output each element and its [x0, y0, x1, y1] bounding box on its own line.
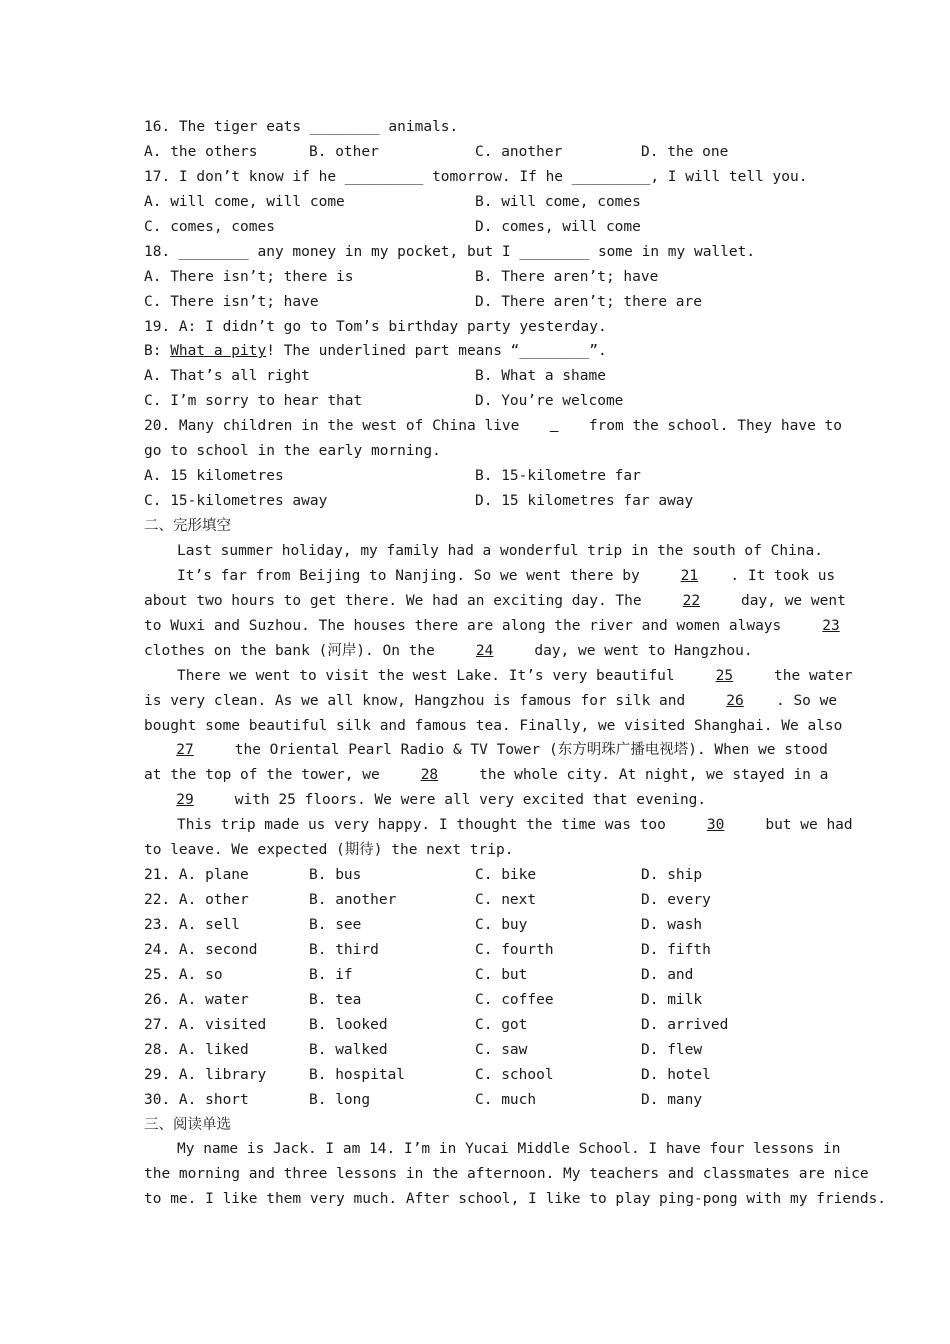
cloze-option-row — [144, 938, 844, 963]
option-b: B. hospital — [309, 1066, 406, 1083]
option-b: B. other — [309, 143, 379, 160]
question-17-options-row1 — [144, 190, 844, 215]
question-20-options-row2 — [144, 489, 844, 514]
passage-line — [144, 639, 844, 664]
section-3-title: 三、阅读单选 — [144, 1116, 231, 1133]
option-d: D. many — [641, 1091, 703, 1108]
option-b: B. There aren’t; have — [475, 268, 659, 285]
passage-line: Last summer holiday, my family had a wonderful trip in the south of China. — [177, 542, 824, 559]
blank-27: 27 — [176, 742, 194, 759]
option-c: C. buy — [475, 917, 528, 933]
passage-line — [144, 738, 844, 763]
option-b: B. 15-kilometre far — [475, 468, 641, 485]
option-c: C. school — [475, 1066, 554, 1083]
passage-line — [144, 689, 844, 714]
option-d: D. arrived — [641, 1016, 729, 1033]
reading-line: the morning and three lessons in the afternoon. My teachers and classmates are nice — [144, 1166, 869, 1183]
question-18-options-row2 — [144, 290, 844, 315]
option-b: B. will come, comes — [475, 193, 641, 210]
option-b: B. bus — [309, 867, 362, 884]
passage-line — [144, 614, 844, 639]
option-d: D. ship — [641, 867, 703, 884]
passage-text: about two hours to get there. We had an exciting day. The — [144, 592, 651, 609]
option-a: 23. A. sell — [144, 917, 241, 933]
question-20-text-b: from the school. They have to — [580, 418, 843, 435]
option-a: 30. A. short — [144, 1091, 249, 1108]
option-a: 27. A. visited — [144, 1016, 267, 1033]
question-20-text-a: 20. Many children in the west of China live — [144, 418, 529, 435]
passage-text: with 25 floors. We were all very excited that evening. — [226, 792, 707, 809]
option-d: D. milk — [641, 991, 703, 1008]
blank-22: 22 — [682, 592, 701, 609]
passage-text: day, we went to Hangzhou. — [525, 642, 753, 659]
worksheet-page — [144, 115, 887, 1212]
option-b: B. see — [309, 917, 362, 933]
question-19-line2 — [144, 339, 844, 364]
question-19-options-row2 — [144, 389, 844, 414]
cloze-option-row — [144, 863, 844, 888]
question-17-stem: 17. I don’t know if he _________ tomorrow. If he _________, I will tell you. — [144, 168, 808, 185]
option-c: C. fourth — [475, 941, 554, 958]
blank-21: 21 — [680, 567, 699, 584]
cloze-option-row — [144, 1088, 844, 1113]
option-b: B. tea — [309, 991, 362, 1008]
option-a: 28. A. liked — [144, 1041, 249, 1058]
option-a: 22. A. other — [144, 892, 249, 909]
passage-line — [144, 564, 844, 589]
question-19-options-row1 — [144, 364, 844, 389]
option-d: D. hotel — [641, 1066, 711, 1083]
passage-text: the water — [765, 667, 853, 684]
answer-blank — [528, 414, 580, 439]
question-20-options-row1 — [144, 464, 844, 489]
option-b: B. walked — [309, 1041, 388, 1058]
option-b: B. another — [309, 892, 397, 909]
cloze-option-row — [144, 1063, 844, 1088]
option-d: D. wash — [641, 917, 703, 933]
cloze-options — [144, 863, 844, 1112]
option-b: B. What a shame — [475, 368, 606, 385]
passage-line — [144, 589, 844, 614]
option-a: A. That’s all right — [144, 368, 310, 385]
option-c: C. saw — [475, 1041, 528, 1058]
passage-text: . It took us — [730, 567, 836, 584]
passage-text: It’s far from Beijing to Nanjing. So we went there by — [177, 567, 649, 584]
blank-23: 23 — [822, 617, 840, 634]
option-a: 21. A. plane — [144, 867, 249, 884]
option-a: 26. A. water — [144, 991, 249, 1008]
passage-text: to Wuxi and Suzhou. The houses there are along the river and women always — [144, 617, 791, 634]
option-b: B. third — [309, 941, 379, 958]
blank-30: 30 — [706, 817, 725, 834]
passage-text: but we had — [756, 817, 853, 834]
passage-text: the whole city. At night, we stayed in a — [470, 767, 829, 784]
passage-line — [144, 763, 844, 788]
blank-28: 28 — [420, 767, 439, 784]
reading-line: to me. I like them very much. After school, I like to play ping-pong with my friends. — [144, 1191, 887, 1208]
section-2-title: 二、完形填空 — [144, 518, 231, 534]
passage-text: at the top of the tower, we — [144, 767, 389, 784]
option-c: C. 15-kilometres away — [144, 493, 328, 510]
option-b: B. if — [309, 966, 353, 983]
option-a: A. 15 kilometres — [144, 468, 284, 485]
passage-text: There we went to visit the west Lake. It’s very beautiful — [177, 667, 684, 684]
option-a: 24. A. second — [144, 941, 258, 958]
option-d: D. fifth — [641, 941, 711, 958]
option-d: D. comes, will come — [475, 218, 641, 235]
question-20-line2: go to school in the early morning. — [144, 443, 441, 460]
passage-text: clothes on the bank (河岸). On the — [144, 642, 444, 659]
passage-line: bought some beautiful silk and famous tea. Finally, we visited Shanghai. We also — [144, 717, 843, 734]
passage-line — [144, 813, 853, 838]
option-d: D. and — [641, 966, 694, 983]
speaker-b: B: — [144, 343, 171, 360]
option-c: C. got — [475, 1016, 528, 1033]
question-18-stem: 18. ________ any money in my pocket, but I ________ some in my wallet. — [144, 243, 756, 260]
cloze-option-row — [144, 988, 844, 1013]
option-b: B. looked — [309, 1016, 388, 1033]
blank-24: 24 — [475, 642, 494, 659]
option-c: C. bike — [475, 867, 537, 884]
option-d: D. 15 kilometres far away — [475, 493, 694, 510]
reading-line: My name is Jack. I am 14. I’m in Yucai Middle School. I have four lessons in — [177, 1141, 841, 1158]
passage-line — [144, 788, 844, 813]
option-d: D. You’re welcome — [475, 393, 624, 410]
option-c: C. but — [475, 966, 528, 983]
passage-text: This trip made us very happy. I thought the time was too — [177, 817, 675, 834]
blank-26: 26 — [726, 692, 744, 709]
cloze-option-row — [144, 1038, 844, 1063]
question-17-options-row2 — [144, 215, 844, 240]
option-a: A. There isn’t; there is — [144, 268, 354, 285]
cloze-option-row — [144, 1013, 844, 1038]
question-19-line1: 19. A: I didn’t go to Tom’s birthday party yesterday. — [144, 318, 607, 335]
option-a: 29. A. library — [144, 1066, 267, 1083]
underlined-phrase: What a pity — [170, 343, 267, 360]
option-d: D. flew — [641, 1041, 703, 1058]
passage-text: day, we went — [732, 592, 846, 609]
passage-line — [144, 664, 853, 689]
cloze-option-row — [144, 913, 844, 938]
option-a: A. will come, will come — [144, 193, 345, 210]
blank-25: 25 — [715, 667, 734, 684]
question-16-stem: 16. The tiger eats ________ animals. — [144, 119, 459, 135]
passage-text: is very clean. As we all know, Hangzhou is famous for silk and — [144, 692, 694, 709]
option-c: C. comes, comes — [144, 218, 275, 235]
passage-text: . So we — [775, 692, 838, 709]
blank-29: 29 — [176, 792, 194, 809]
cloze-option-row — [144, 963, 844, 988]
option-c: C. I’m sorry to hear that — [144, 393, 363, 410]
question-18-options-row1 — [144, 265, 844, 290]
option-c: C. There isn’t; have — [144, 293, 319, 310]
option-d: D. every — [641, 892, 711, 909]
question-20-line1 — [144, 414, 844, 439]
question-19-rest: ! The underlined part means “________”. — [266, 343, 607, 360]
option-d: D. There aren’t; there are — [475, 293, 702, 310]
cloze-option-row — [144, 888, 844, 913]
option-b: B. long — [309, 1091, 371, 1108]
option-d: D. the one — [641, 143, 729, 160]
option-c: C. much — [475, 1091, 537, 1108]
question-16-options — [144, 140, 844, 165]
option-c: C. coffee — [475, 991, 554, 1008]
option-a: A. the others — [144, 143, 258, 160]
option-a: 25. A. so — [144, 966, 223, 983]
passage-line: to leave. We expected (期待) the next trip. — [144, 842, 514, 859]
passage-text: the Oriental Pearl Radio & TV Tower (东方明珠广播电视塔). When we stood — [226, 742, 828, 759]
option-c: C. another — [475, 143, 563, 160]
option-c: C. next — [475, 892, 537, 909]
